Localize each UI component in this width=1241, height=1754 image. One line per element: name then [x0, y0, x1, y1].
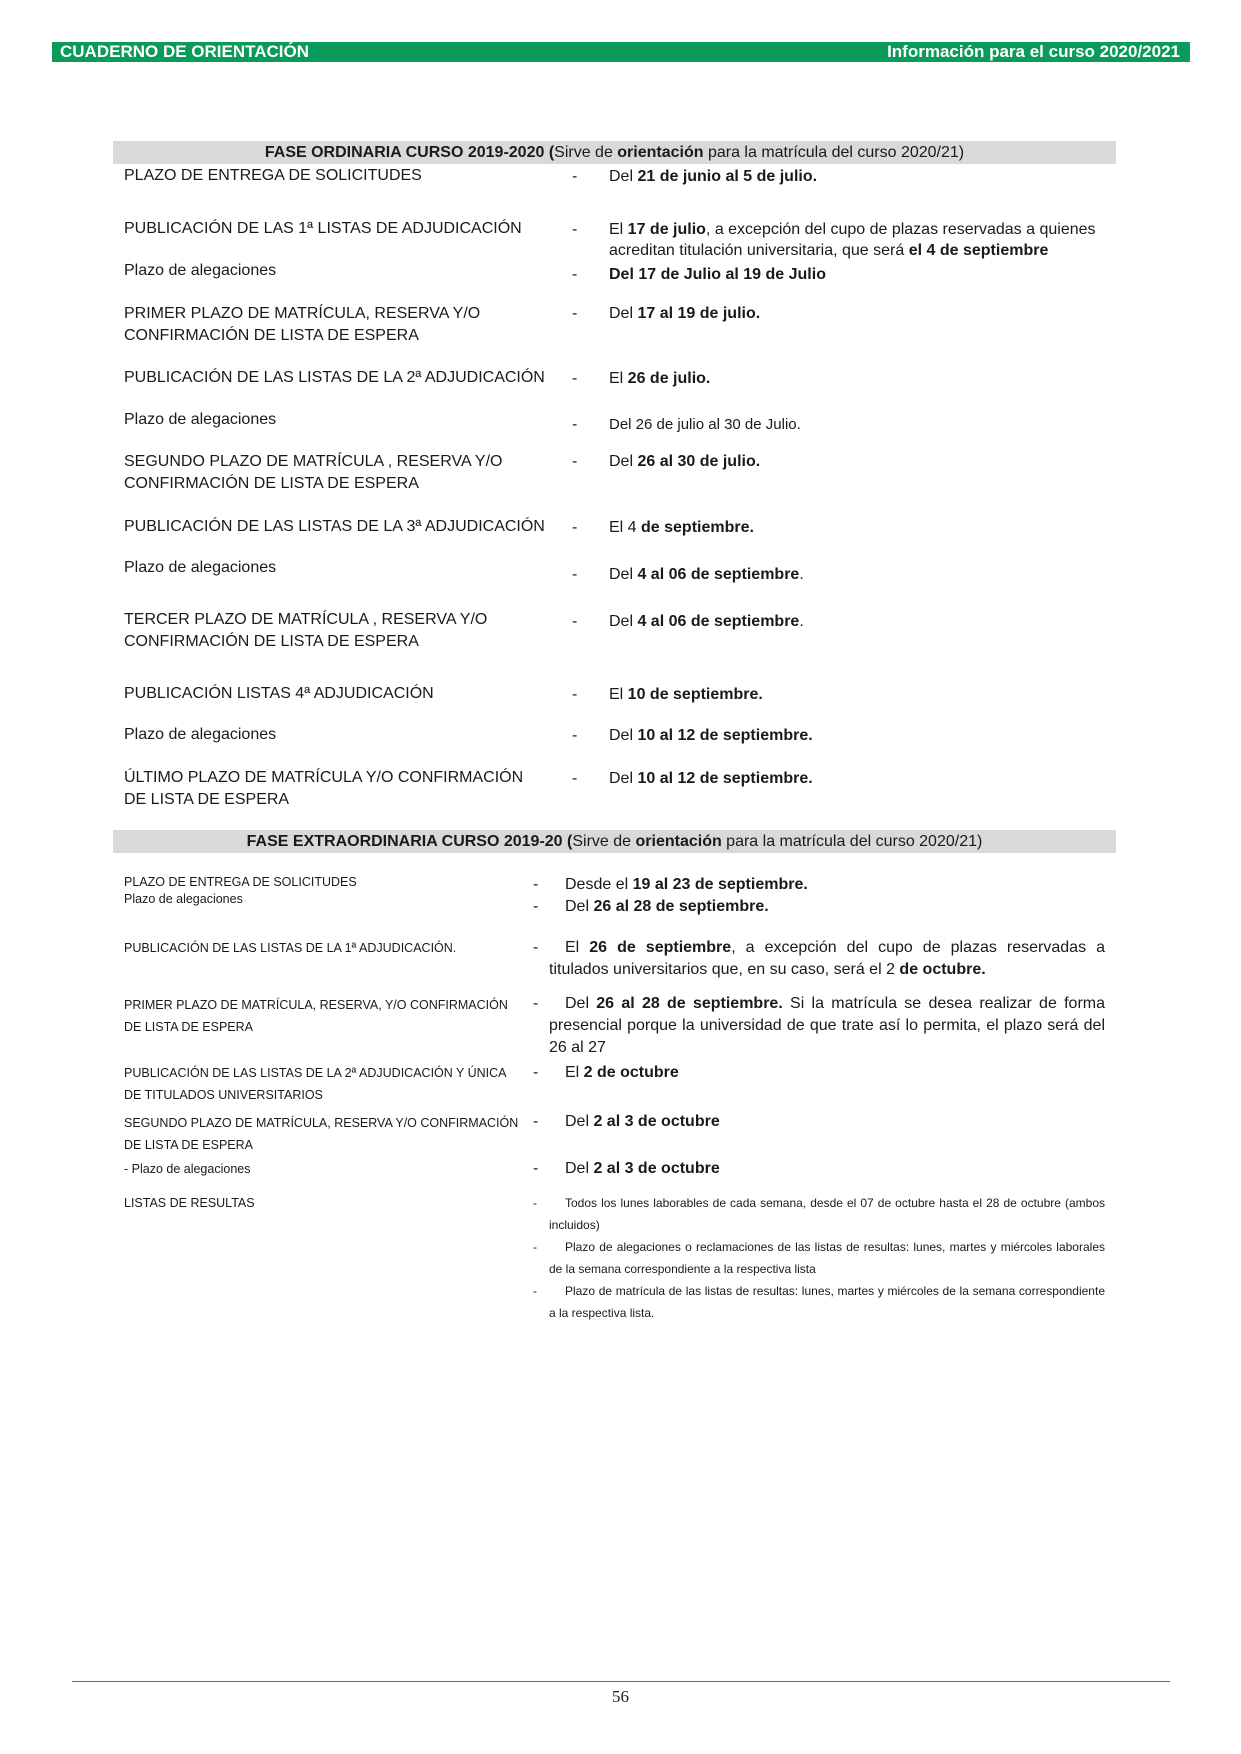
- extraordinaria-label: - Plazo de alegaciones: [124, 1162, 251, 1176]
- extraordinaria-heading-bold: FASE EXTRAORDINARIA CURSO 2019-20 (: [246, 833, 573, 850]
- extraordinaria-label: PRIMER PLAZO DE MATRÍCULA, RESERVA, Y/O CONFIRMACIÓN DE LISTA DE ESPERA: [124, 998, 508, 1034]
- dash: -: [572, 416, 578, 433]
- dash: -: [572, 453, 578, 470]
- extraordinaria-value: Del 2 al 3 de octubre: [565, 1160, 720, 1177]
- dash: -: [533, 1160, 539, 1177]
- dash: -: [533, 876, 539, 893]
- header-left-title: CUADERNO DE ORIENTACIÓN: [60, 42, 310, 61]
- ordinaria-label: PUBLICACIÓN DE LAS 1ª LISTAS DE ADJUDICACIÓN: [124, 220, 522, 237]
- ordinaria-label: SEGUNDO PLAZO DE MATRÍCULA , RESERVA Y/O CONFIRMACIÓN DE LISTA DE ESPERA: [124, 453, 503, 492]
- dash: -: [533, 1064, 539, 1081]
- ordinaria-value: El 17 de julio, a excepción del cupo de plazas reservadas a quienes acreditan titulación universitaria, que será el 4 de septiembre: [609, 221, 1096, 259]
- dash: -: [572, 305, 578, 322]
- dash: -: [533, 1240, 537, 1254]
- results-item: Plazo de matrícula de las listas de resultas: lunes, martes y miércoles de la semana correspondiente a la respectiva lista.: [549, 1284, 1105, 1320]
- extraordinaria-label: PUBLICACIÓN DE LAS LISTAS DE LA 1ª ADJUDICACIÓN.: [124, 941, 457, 955]
- dash: -: [533, 1113, 539, 1130]
- dash: -: [572, 221, 578, 238]
- ordinaria-value: Del 26 de julio al 30 de Julio.: [609, 416, 801, 433]
- extraordinaria-heading-text-1: Sirve de: [572, 833, 636, 850]
- dash: -: [533, 1196, 537, 1210]
- ordinaria-value: Del 17 al 19 de julio.: [609, 305, 761, 322]
- ordinaria-label: PUBLICACIÓN DE LAS LISTAS DE LA 2ª ADJUDICACIÓN: [124, 369, 545, 386]
- ordinaria-value: El 4 de septiembre.: [609, 519, 754, 536]
- ordinaria-value: El 26 de julio.: [609, 370, 711, 387]
- dash: -: [533, 939, 539, 956]
- extraordinaria-label: Plazo de alegaciones: [124, 892, 243, 906]
- extraordinaria-heading-text-2: para la matrícula del curso 2020/21): [721, 833, 983, 850]
- dash: -: [572, 686, 578, 703]
- dash: -: [533, 995, 539, 1012]
- extraordinaria-heading-bold-2: orientación: [635, 833, 722, 850]
- extraordinaria-label: SEGUNDO PLAZO DE MATRÍCULA, RESERVA Y/O CONFIRMACIÓN DE LISTA DE ESPERA: [124, 1116, 519, 1152]
- header-right-title: Información para el curso 2020/2021: [887, 42, 1180, 61]
- extraordinaria-label: PLAZO DE ENTREGA DE SOLICITUDES: [124, 875, 357, 889]
- extraordinaria-value: El 2 de octubre: [565, 1064, 679, 1081]
- ordinaria-label: Plazo de alegaciones: [124, 559, 277, 576]
- ordinaria-heading-bold: FASE ORDINARIA CURSO 2019-2020 (: [264, 144, 555, 161]
- dash: -: [572, 727, 578, 744]
- extraordinaria-heading: [113, 830, 1116, 853]
- ordinaria-value: Del 26 al 30 de julio.: [609, 453, 761, 470]
- ordinaria-heading-text-2: para la matrícula del curso 2020/21): [703, 144, 965, 161]
- ordinaria-value: Del 10 al 12 de septiembre.: [609, 770, 813, 787]
- extraordinaria-label: PUBLICACIÓN DE LAS LISTAS DE LA 2ª ADJUDICACIÓN Y ÚNICA DE TITULADOS UNIVERSITARIOS: [124, 1066, 506, 1102]
- ordinaria-value: Del 17 de Julio al 19 de Julio: [609, 266, 826, 283]
- dash: -: [533, 1284, 537, 1298]
- results-item: Todos los lunes laborables de cada semana, desde el 07 de octubre hasta el 28 de octubre (ambos incluidos): [549, 1196, 1105, 1232]
- extraordinaria-value: Desde el 19 al 23 de septiembre.: [565, 876, 808, 893]
- dash: -: [572, 613, 578, 630]
- dash: -: [572, 770, 578, 787]
- results-item: Plazo de alegaciones o reclamaciones de las listas de resultas: lunes, martes y miércoles laborales de la semana correspondiente a la respectiva lista: [549, 1240, 1105, 1276]
- ordinaria-value: El 10 de septiembre.: [609, 686, 763, 703]
- extraordinaria-value: Del 26 al 28 de septiembre.: [565, 898, 769, 915]
- ordinaria-label: TERCER PLAZO DE MATRÍCULA , RESERVA Y/O CONFIRMACIÓN DE LISTA DE ESPERA: [124, 611, 488, 650]
- dash: -: [572, 519, 578, 536]
- dash: -: [572, 566, 578, 583]
- ordinaria-heading: [113, 141, 1116, 164]
- extraordinaria-value: Del 26 al 28 de septiembre. Si la matrícula se desea realizar de forma presencial porque la universidad de que trate así lo permita, el plazo será del 26 al 27: [549, 995, 1106, 1056]
- ordinaria-value: Del 10 al 12 de septiembre.: [609, 727, 813, 744]
- ordinaria-label: Plazo de alegaciones: [124, 262, 277, 279]
- dash: -: [533, 898, 539, 915]
- extraordinaria-value: Del 2 al 3 de octubre: [565, 1113, 720, 1130]
- page-number: 56: [612, 1687, 629, 1706]
- ordinaria-value: Del 21 de junio al 5 de julio.: [609, 168, 818, 185]
- footer-rule: [72, 1681, 1170, 1682]
- ordinaria-value: Del 4 al 06 de septiembre.: [609, 613, 804, 630]
- dash: -: [572, 266, 578, 283]
- dash: -: [572, 168, 578, 185]
- ordinaria-label: PUBLICACIÓN DE LAS LISTAS DE LA 3ª ADJUDICACIÓN: [124, 518, 545, 535]
- ordinaria-label: PRIMER PLAZO DE MATRÍCULA, RESERVA Y/O CONFIRMACIÓN DE LISTA DE ESPERA: [124, 305, 481, 344]
- ordinaria-heading-bold-2: orientación: [617, 144, 704, 161]
- dash: -: [572, 370, 578, 387]
- ordinaria-value: Del 4 al 06 de septiembre.: [609, 566, 804, 583]
- extraordinaria-value: El 26 de septiembre, a excepción del cupo de plazas reservadas a titulados universitarios que, en su caso, será el 2 de octubre.: [549, 939, 1106, 978]
- ordinaria-label: PUBLICACIÓN LISTAS 4ª ADJUDICACIÓN: [124, 685, 434, 702]
- ordinaria-label: PLAZO DE ENTREGA DE SOLICITUDES: [124, 167, 422, 184]
- ordinaria-label: Plazo de alegaciones: [124, 726, 277, 743]
- ordinaria-label: Plazo de alegaciones: [124, 411, 277, 428]
- ordinaria-heading-text-1: Sirve de: [554, 144, 618, 161]
- header-bar: [52, 42, 1190, 62]
- results-label: LISTAS DE RESULTAS: [124, 1196, 255, 1210]
- ordinaria-label: ÚLTIMO PLAZO DE MATRÍCULA Y/O CONFIRMACIÓN DE LISTA DE ESPERA: [124, 769, 524, 808]
